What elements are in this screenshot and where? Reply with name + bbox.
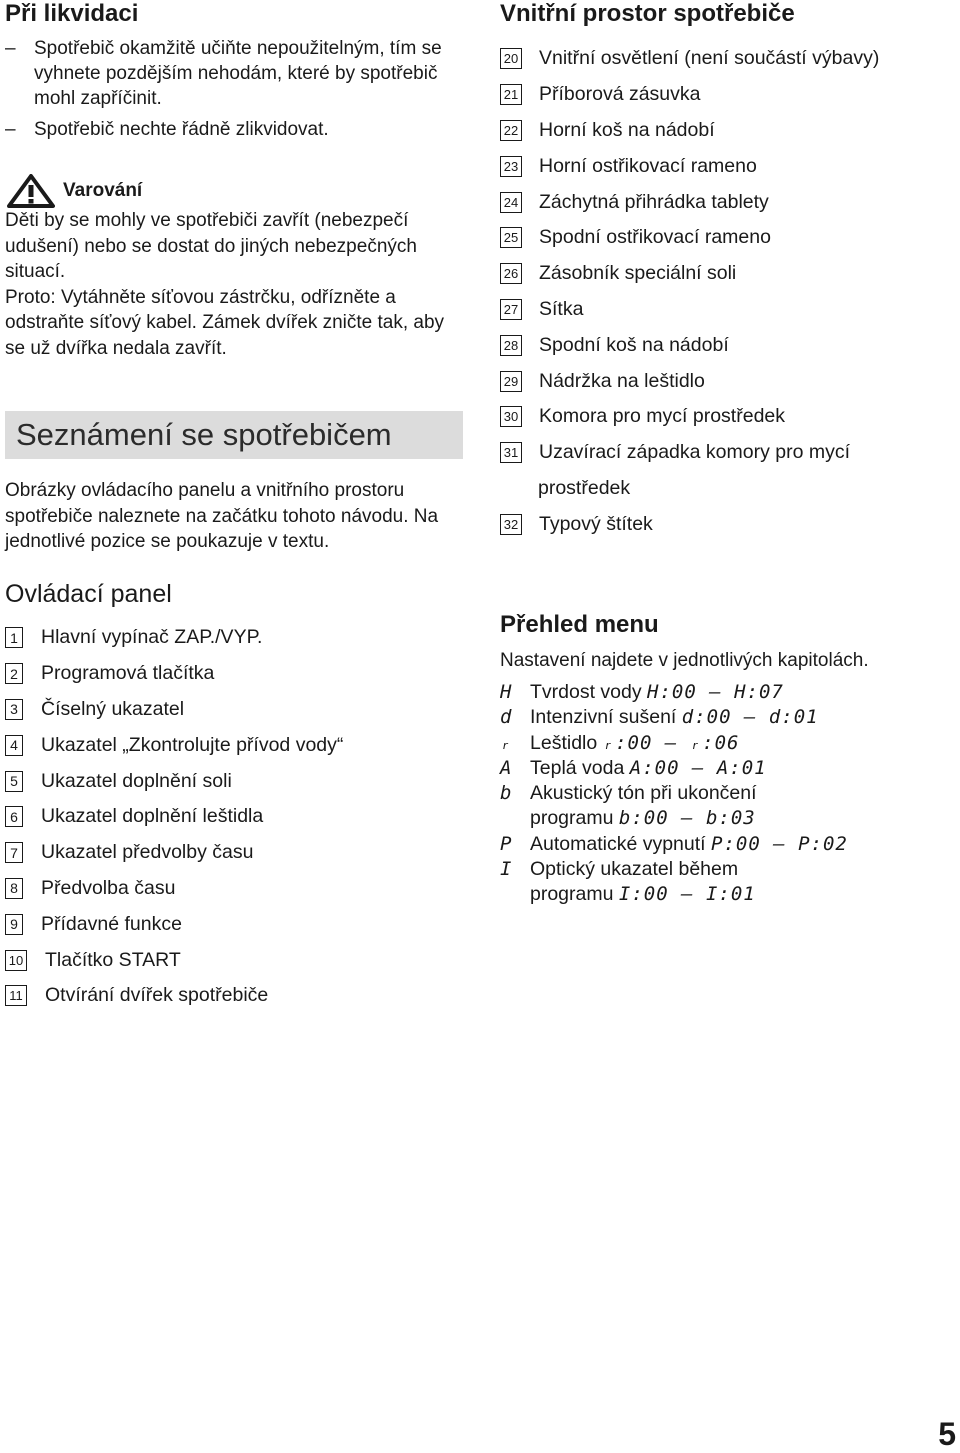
item-number-box: 22 bbox=[500, 120, 522, 141]
interior-item bbox=[500, 184, 879, 220]
menu-item bbox=[500, 781, 940, 832]
item-label: Uzavírací západka komory pro mycí bbox=[539, 441, 851, 464]
menu-text: Intenzivní sušení bbox=[530, 706, 682, 729]
menu-item bbox=[500, 731, 940, 756]
item-label: Sítka bbox=[539, 297, 584, 320]
item-label: Spodní ostřikovací rameno bbox=[539, 226, 771, 249]
menu-item bbox=[500, 680, 940, 705]
interior-item bbox=[500, 77, 879, 113]
intro-banner bbox=[5, 411, 463, 459]
item-label: Ukazatel doplnění soli bbox=[41, 769, 232, 792]
control-panel-title: Ovládací panel bbox=[5, 580, 172, 608]
item-label: Programová tlačítka bbox=[41, 662, 215, 685]
menu-item bbox=[500, 705, 940, 730]
item-number-box: 8 bbox=[5, 878, 23, 899]
menu-range: P:00 – P:02 bbox=[711, 832, 848, 855]
item-number-box: 3 bbox=[5, 699, 23, 720]
menu-text: Akustický tón při ukončení bbox=[530, 782, 757, 805]
item-label: Zásobník speciální soli bbox=[539, 262, 737, 285]
item-number-box: 10 bbox=[5, 950, 27, 971]
item-number-box: 27 bbox=[500, 299, 522, 320]
menu-text-cont: programu bbox=[530, 807, 619, 830]
interior-item bbox=[500, 148, 879, 184]
item-label: Otvírání dvířek spotřebiče bbox=[45, 984, 269, 1007]
item-number-box: 31 bbox=[500, 442, 522, 463]
item-label: Tlačítko START bbox=[45, 948, 181, 971]
disposal-item-text: Spotřebič okamžitě učiňte nepoužitelným, tím se vyhnete pozdějším nehodám, které by spotřebič mohl zapříčinit. bbox=[34, 38, 442, 109]
item-label: Spodní koš na nádobí bbox=[539, 333, 729, 356]
interior-item bbox=[500, 41, 879, 77]
control-panel-item bbox=[5, 835, 343, 871]
control-panel-item bbox=[5, 620, 343, 656]
menu-range: d:00 – d:01 bbox=[681, 706, 819, 729]
item-label: Ukazatel „Zkontrolujte přívod vody“ bbox=[41, 733, 344, 756]
item-number-box: 1 bbox=[5, 627, 23, 648]
control-panel-item bbox=[5, 656, 343, 692]
dash-bullet: – bbox=[5, 38, 16, 59]
control-panel-item bbox=[5, 906, 343, 942]
item-number-box: 9 bbox=[5, 914, 23, 935]
control-panel-item bbox=[5, 942, 343, 978]
menu-text: Optický ukazatel během bbox=[530, 858, 739, 881]
item-number-box: 4 bbox=[5, 735, 23, 756]
item-number-box: 6 bbox=[5, 806, 23, 827]
interior-item bbox=[500, 113, 879, 149]
menu-code: ᵣ bbox=[500, 731, 512, 754]
item-label: Vnitřní osvětlení (není součástí výbavy) bbox=[539, 47, 880, 70]
menu-code: A bbox=[500, 756, 512, 779]
interior-item bbox=[500, 363, 879, 399]
interior-item-continuation bbox=[500, 471, 879, 507]
item-number-box: 29 bbox=[500, 371, 522, 392]
item-number-box: 32 bbox=[500, 514, 522, 535]
warning-triangle-icon bbox=[7, 174, 55, 208]
control-panel-item bbox=[5, 727, 343, 763]
item-number-box: 26 bbox=[500, 263, 522, 284]
item-label: Číselný ukazatel bbox=[41, 697, 185, 720]
interior-item bbox=[500, 292, 879, 328]
item-number-box: 30 bbox=[500, 406, 522, 427]
interior-item bbox=[500, 327, 879, 363]
disposal-item bbox=[5, 36, 465, 111]
disposal-list bbox=[5, 36, 465, 142]
disposal-title: Při likvidaci bbox=[5, 0, 139, 27]
menu-code: H bbox=[500, 681, 512, 703]
item-label: Typový štítek bbox=[539, 512, 653, 535]
item-number-box: 5 bbox=[5, 771, 23, 792]
menu-text: Leštidlo bbox=[530, 731, 603, 754]
interior-list bbox=[500, 41, 879, 542]
warning-heading bbox=[5, 174, 463, 208]
menu-text-cont: programu bbox=[530, 883, 619, 906]
warning-text-1: Děti by se mohly ve spotřebiči zavřít (nebezpečí udušení) nebo se dostat do jiných nebezpečných situací. bbox=[5, 210, 417, 282]
menu-item bbox=[500, 857, 940, 908]
item-label: Záchytná přihrádka tablety bbox=[539, 190, 769, 213]
control-panel-item bbox=[5, 799, 343, 835]
menu-title: Přehled menu bbox=[500, 611, 659, 638]
item-number-box: 21 bbox=[500, 84, 522, 105]
menu-item bbox=[500, 756, 940, 781]
interior-title: Vnitřní prostor spotřebiče bbox=[500, 0, 795, 27]
menu-code: b bbox=[500, 782, 512, 805]
item-number-box: 2 bbox=[5, 663, 23, 684]
menu-text: Tvrdost vody bbox=[530, 681, 648, 703]
item-label: Ukazatel předvolby času bbox=[41, 841, 254, 864]
item-label: Horní koš na nádobí bbox=[539, 118, 715, 141]
menu-intro: Nastavení najdete v jednotlivých kapitolách. bbox=[500, 650, 869, 671]
menu-code: I bbox=[500, 858, 512, 881]
menu-code: P bbox=[500, 832, 512, 855]
item-number-box: 25 bbox=[500, 227, 522, 248]
interior-item bbox=[500, 256, 879, 292]
item-number-box: 23 bbox=[500, 156, 522, 177]
item-label: Příborová zásuvka bbox=[539, 83, 701, 106]
intro-text: Obrázky ovládacího panelu a vnitřního prostoru spotřebiče naleznete na začátku tohoto návodu. Na jednotlivé pozice se poukazuje v textu. bbox=[5, 480, 439, 552]
control-panel-item bbox=[5, 978, 343, 1014]
menu-text: Teplá voda bbox=[530, 756, 630, 779]
menu-item bbox=[500, 832, 940, 857]
item-label: prostředek bbox=[538, 476, 631, 499]
dash-bullet: – bbox=[5, 119, 16, 140]
control-panel-item bbox=[5, 692, 343, 728]
item-label: Komora pro mycí prostředek bbox=[539, 405, 786, 428]
interior-item bbox=[500, 435, 879, 471]
item-label: Předvolba času bbox=[41, 876, 176, 899]
interior-item bbox=[500, 220, 879, 256]
menu-list bbox=[500, 680, 940, 908]
interior-item bbox=[500, 399, 879, 435]
item-label: Nádržka na leštidlo bbox=[539, 369, 705, 392]
menu-range: b:00 – b:03 bbox=[618, 807, 756, 830]
disposal-item bbox=[5, 117, 465, 142]
warning-text-2: Proto: Vytáhněte síťovou zástrčku, odřízněte a odstraňte síťový kabel. Zámek dvířek zničte tak, aby se už dvířka nedala zavřít. bbox=[5, 286, 445, 359]
intro-banner-title: Seznámení se spotřebičem bbox=[16, 417, 392, 452]
page-number: 5 bbox=[938, 1416, 956, 1452]
menu-range: A:00 – A:01 bbox=[629, 756, 767, 779]
item-number-box: 7 bbox=[5, 842, 23, 863]
item-label: Přídavné funkce bbox=[41, 912, 182, 935]
item-number-box: 28 bbox=[500, 335, 522, 356]
item-label: Hlavní vypínač ZAP./VYP. bbox=[41, 626, 263, 649]
item-number-box: 11 bbox=[5, 985, 27, 1006]
warning-block bbox=[5, 174, 463, 361]
item-label: Ukazatel doplnění leštidla bbox=[41, 805, 264, 828]
menu-range: ᵣ:00 – ᵣ:06 bbox=[602, 731, 740, 754]
item-number-box: 24 bbox=[500, 192, 522, 213]
menu-range: H:00 – H:07 bbox=[647, 681, 784, 703]
interior-item bbox=[500, 506, 879, 542]
item-number-box: 20 bbox=[500, 48, 522, 69]
warning-label: Varování bbox=[63, 180, 143, 201]
control-panel-list bbox=[5, 620, 343, 1014]
menu-text: Automatické vypnutí bbox=[530, 832, 712, 855]
item-label: Horní ostřikovací rameno bbox=[539, 154, 757, 177]
control-panel-item bbox=[5, 763, 343, 799]
menu-code: d bbox=[500, 706, 512, 729]
control-panel-item bbox=[5, 871, 343, 907]
menu-range: I:00 – I:01 bbox=[618, 883, 756, 906]
disposal-item-text: Spotřebič nechte řádně zlikvidovat. bbox=[34, 119, 329, 140]
